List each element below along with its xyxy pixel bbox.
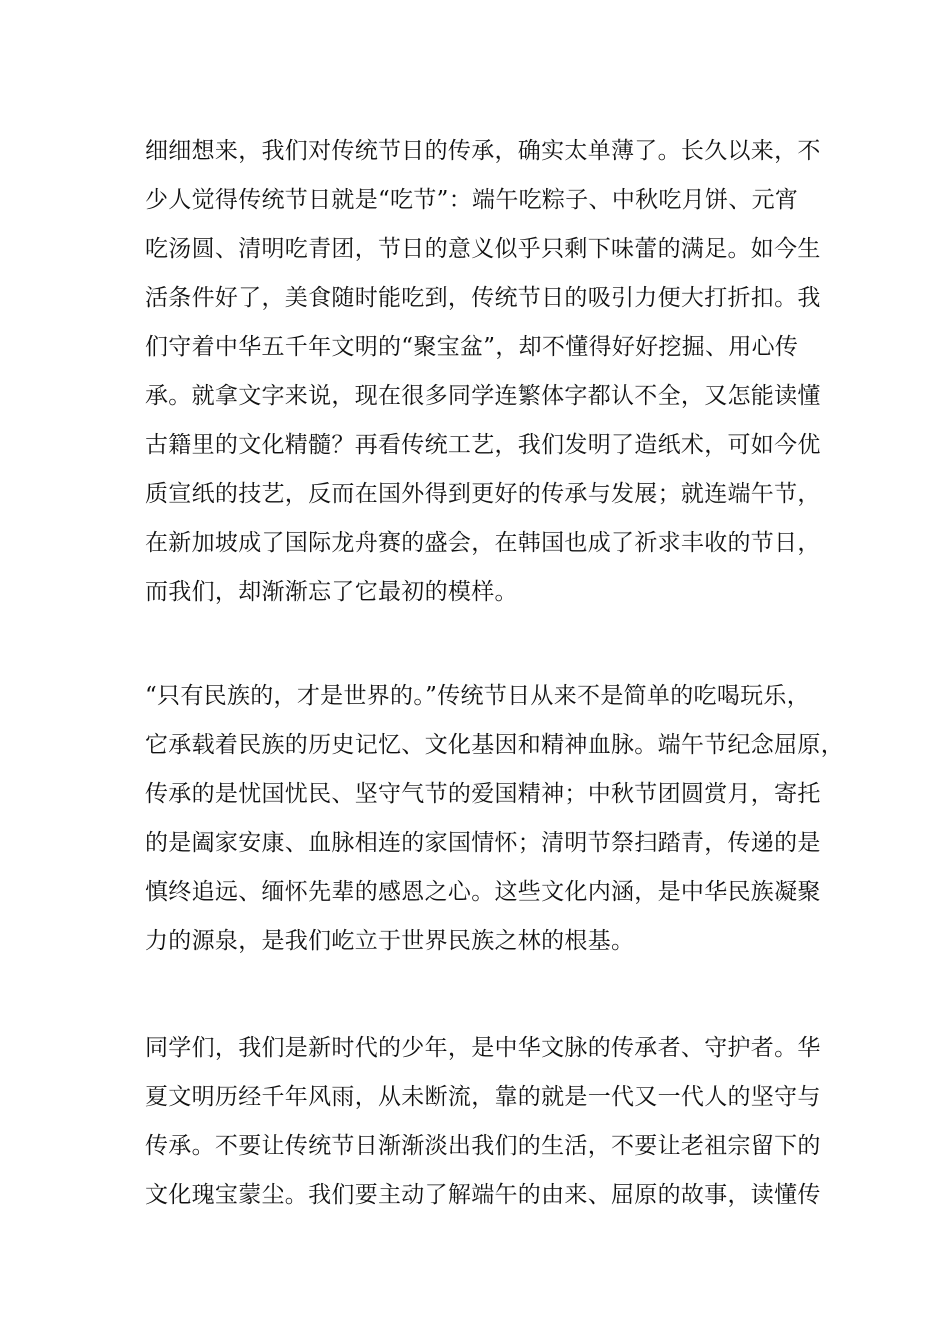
- text-line: 吃汤圆、清明吃青团，节日的意义似乎只剩下味蕾的满足。如今生: [145, 236, 821, 262]
- paragraph-2: [145, 672, 845, 966]
- text-line: 承。就拿文字来说，现在很多同学连繁体字都认不全，又怎能读懂: [145, 383, 821, 409]
- text-line: 们守着中华五千年文明的“聚宝盆”，却不懂得好好挖掘、用心传: [145, 334, 799, 360]
- text-line: 少人觉得传统节日就是“吃节”：端午吃粽子、中秋吃月饼、元宵: [145, 187, 799, 213]
- text-line: 而我们，却渐渐忘了它最初的模样。: [145, 579, 518, 605]
- text-line: 古籍里的文化精髓？再看传统工艺，我们发明了造纸术，可如今优: [145, 432, 821, 458]
- text-line: 在新加坡成了国际龙舟赛的盛会，在韩国也成了祈求丰收的节日，: [145, 530, 821, 556]
- text-line: “只有民族的，才是世界的。”传统节日从来不是简单的吃喝玩乐，: [145, 683, 811, 709]
- paragraph-1: [145, 127, 845, 617]
- text-line: 的是阖家安康、血脉相连的家国情怀；清明节祭扫踏青，传递的是: [145, 830, 821, 856]
- text-line: 文化瑰宝蒙尘。我们要主动了解端午的由来、屈原的故事，读懂传: [145, 1182, 821, 1208]
- text-line: 细细想来，我们对传统节日的传承，确实太单薄了。长久以来，不: [145, 138, 821, 164]
- text-line: 传承。不要让传统节日渐渐淡出我们的生活，不要让老祖宗留下的: [145, 1133, 821, 1159]
- text-line: 质宣纸的技艺，反而在国外得到更好的传承与发展；就连端午节，: [145, 481, 821, 507]
- text-line: 夏文明历经千年风雨，从未断流，靠的就是一代又一代人的坚守与: [145, 1084, 821, 1110]
- text-line: 同学们，我们是新时代的少年，是中华文脉的传承者、守护者。华: [145, 1035, 821, 1061]
- paragraph-3: [145, 1024, 845, 1220]
- text-line: 活条件好了，美食随时能吃到，传统节日的吸引力便大打折扣。我: [145, 285, 821, 311]
- text-line: 慎终追远、缅怀先辈的感恩之心。这些文化内涵，是中华民族凝聚: [145, 879, 821, 905]
- text-line: 力的源泉，是我们屹立于世界民族之林的根基。: [145, 928, 635, 954]
- text-line: 它承载着民族的历史记忆、文化基因和精神血脉。端午节纪念屈原，: [145, 732, 844, 758]
- text-line: 传承的是忧国忧民、坚守气节的爱国精神；中秋节团圆赏月，寄托: [145, 781, 821, 807]
